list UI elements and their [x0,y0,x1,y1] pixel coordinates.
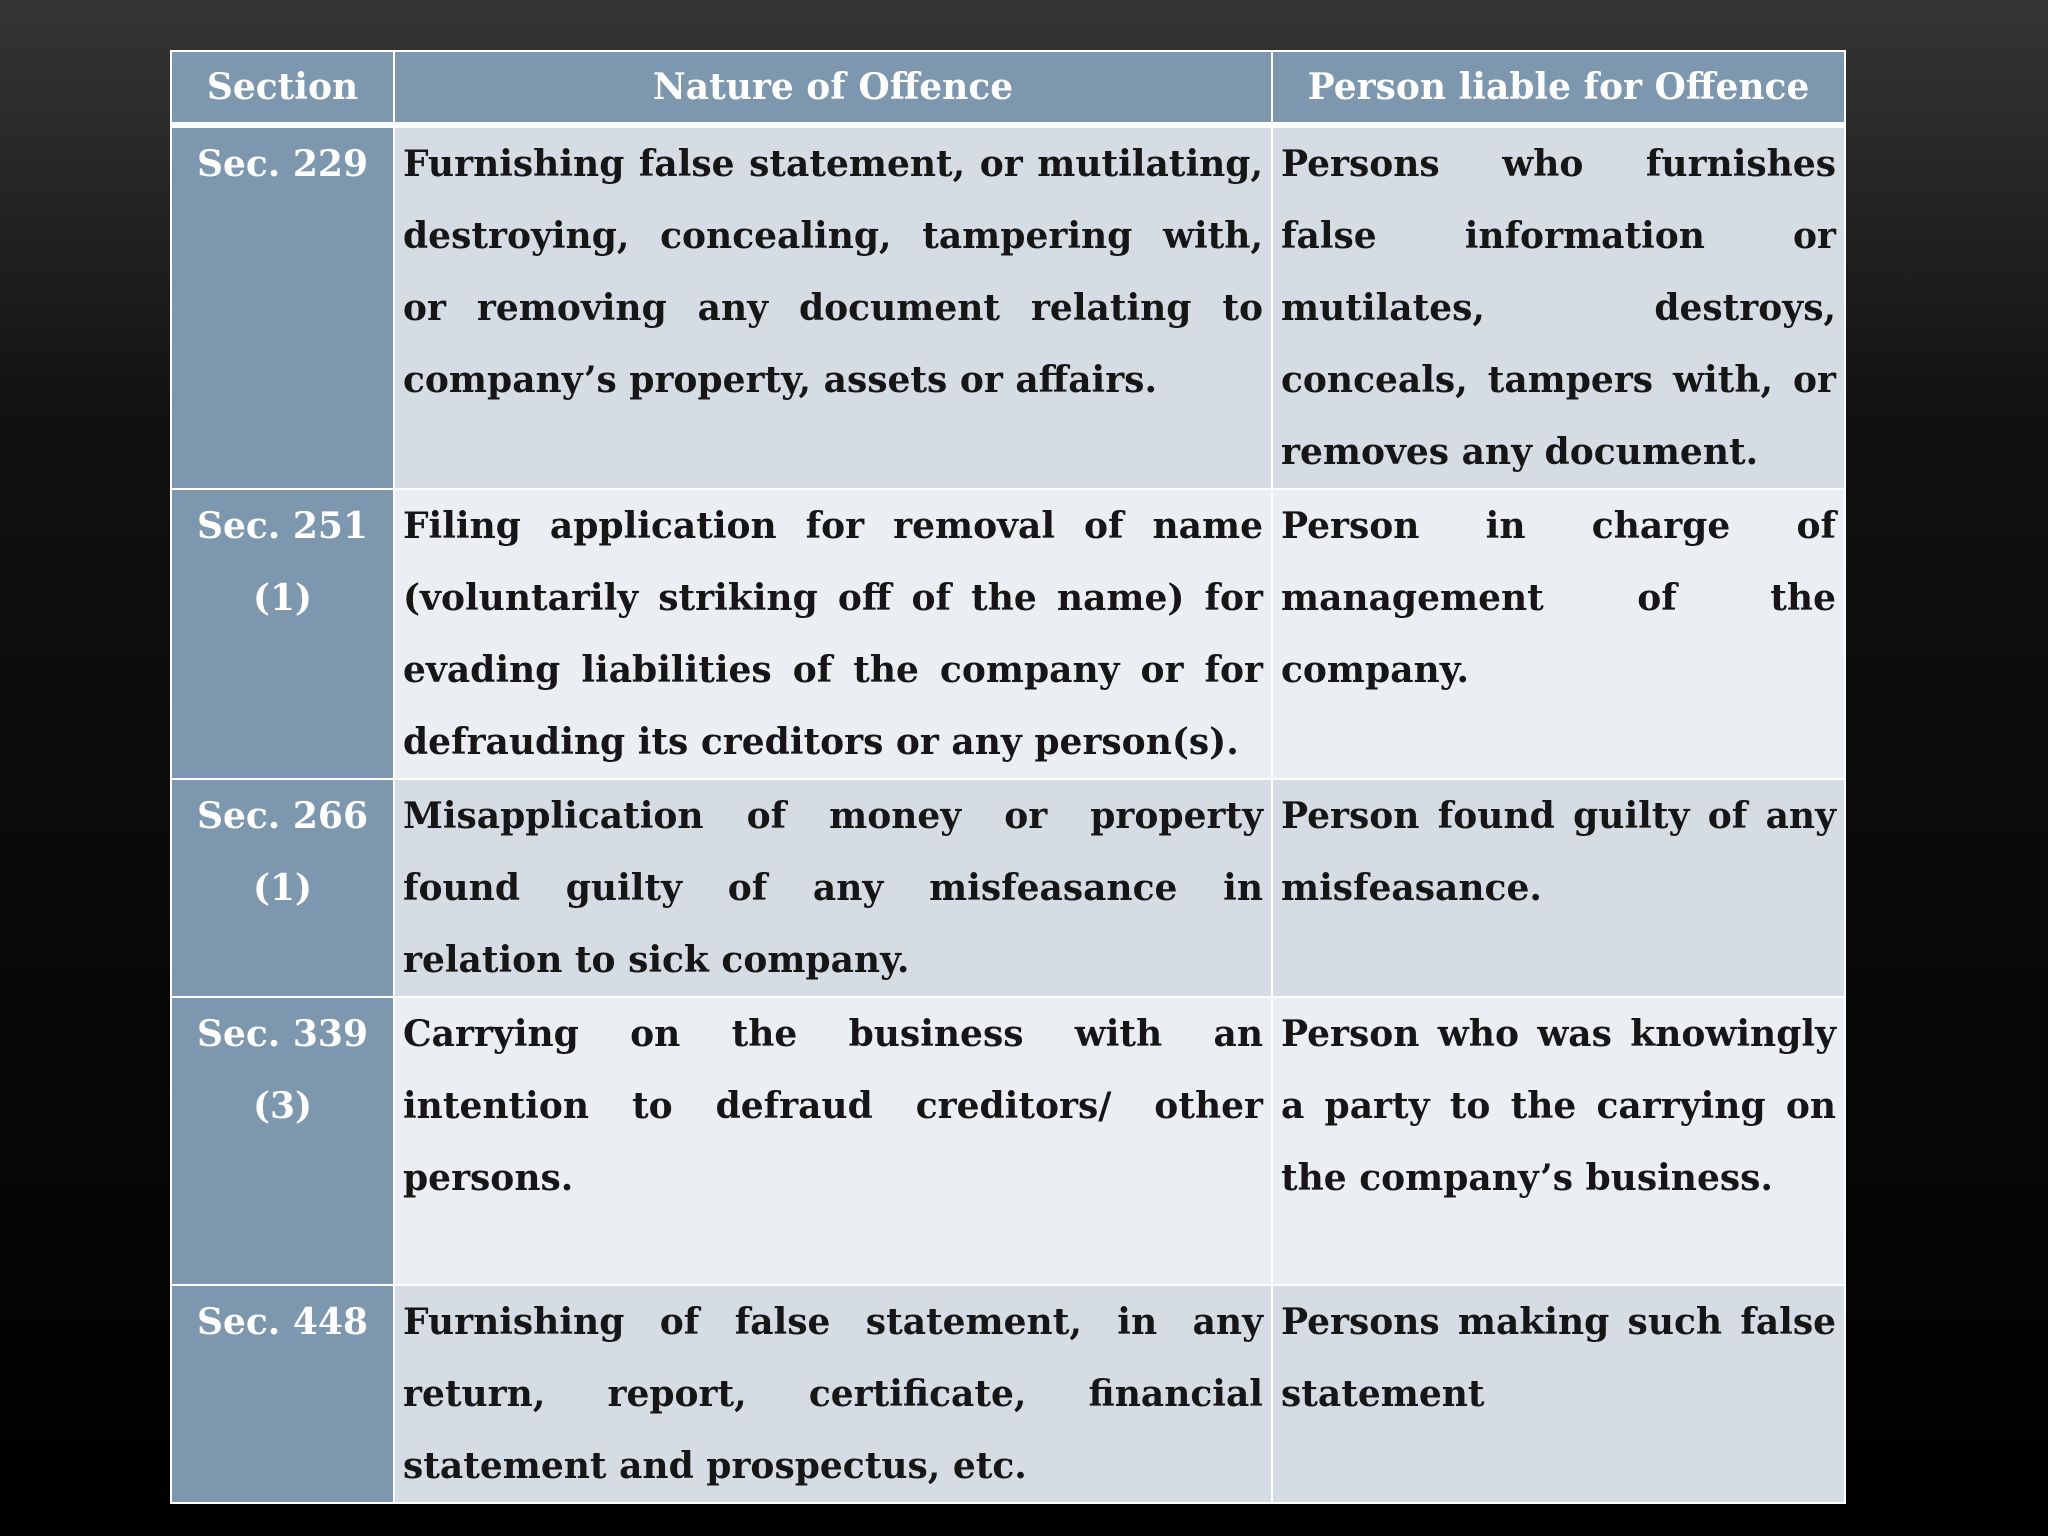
person-cell: Person who was knowingly a party to the carrying on the company’s business. [1272,997,1845,1285]
nature-cell: Misapplication of money or property found guilty of any misfeasance in relation to sick company. [394,779,1272,997]
person-cell: Persons making such false statement [1272,1285,1845,1503]
section-label: Sec. 448 [196,1301,369,1343]
section-cell [171,125,394,489]
header-nature-of-offence: Nature of Offence [394,51,1272,125]
section-subclause: (1) [252,577,313,619]
section-label: Sec. 339 [196,1013,369,1055]
header-section: Section [171,51,394,125]
nature-cell: Filing application for removal of name (voluntarily striking off of the name) for evading liabilities of the company or for defrauding its creditors or any person(s). [394,489,1272,779]
table-row [171,125,1845,489]
section-subclause: (1) [252,867,313,909]
section-label: Sec. 266 [196,795,369,837]
header-person-liable: Person liable for Offence [1272,51,1845,125]
table-row [171,779,1845,997]
person-cell: Person in charge of management of the company. [1272,489,1845,779]
person-cell: Person found guilty of any misfeasance. [1272,779,1845,997]
offences-table [170,50,1846,1504]
nature-cell: Furnishing false statement, or mutilating, destroying, concealing, tampering with, or removing any document relating to company’s property, assets or affairs. [394,125,1272,489]
section-label: Sec. 229 [196,143,369,185]
table-header-row [171,51,1845,125]
table-row [171,997,1845,1285]
section-cell [171,779,394,997]
section-cell [171,1285,394,1503]
nature-cell: Furnishing of false statement, in any return, report, certificate, financial statement and prospectus, etc. [394,1285,1272,1503]
section-cell [171,997,394,1285]
person-cell: Persons who furnishes false information or mutilates, destroys, conceals, tampers with, or removes any document. [1272,125,1845,489]
section-label: Sec. 251 [196,505,369,547]
table-row [171,489,1845,779]
table-row [171,1285,1845,1503]
section-subclause: (3) [252,1085,313,1127]
nature-cell: Carrying on the business with an intention to defraud creditors/ other persons. [394,997,1272,1285]
section-cell [171,489,394,779]
